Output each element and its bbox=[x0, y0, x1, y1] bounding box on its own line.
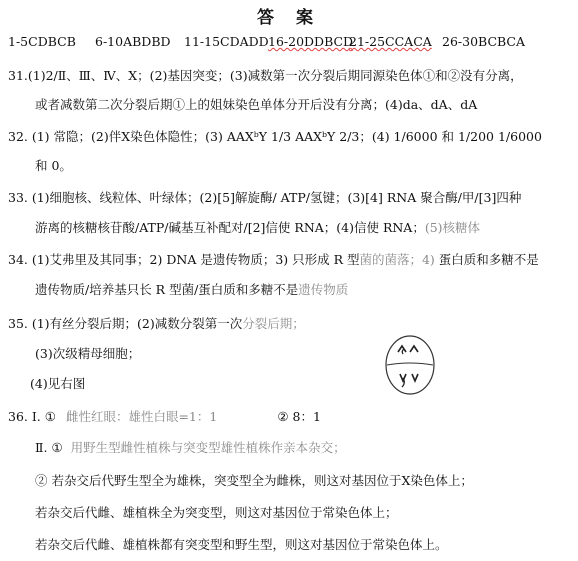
mc-group-4: 16-20DDBCD bbox=[268, 34, 354, 49]
mc-group-2: 6-10ABDBD bbox=[95, 34, 171, 49]
q35-line-1-main: 35. (1)有丝分裂后期；(2)减数分裂第一次 bbox=[8, 316, 243, 331]
q36-part2-line-2: ② 若杂交后代野生型全为雄株，突变型全为雌株，则这对基因位于X染色体上； bbox=[35, 473, 473, 488]
q34-line-1-gray: 菌的菌落；4) bbox=[359, 252, 435, 267]
q33-line-1: 33. (1)细胞核、线粒体、叶绿体；(2)[5]解旋酶/ ATP/氢键；(3)[4] RNA 聚合酶/甲/[3]四种 bbox=[8, 190, 522, 205]
q36-part2-label: Ⅱ. ① bbox=[35, 440, 63, 455]
q31-line-1: 31.(1)2/Ⅱ、Ⅲ、Ⅳ、X；(2)基因突变；(3)减数第一次分裂后期同源染色体①和②没有分离， bbox=[8, 68, 523, 83]
q33-line-2-main: 游离的核糖核苷酸/ATP/碱基互补配对/[2]信使 RNA；(4)信使 RNA； bbox=[35, 220, 425, 235]
q34-line-2-main: 遗传物质/培养基只长 R 型菌/蛋白质和多糖不是 bbox=[35, 282, 299, 297]
q34-line-1-end: 蛋白质和多糖不是 bbox=[434, 252, 539, 267]
q34-line-1-main: 34. (1)艾弗里及其同事；2) DNA 是遗传物质；3) 只形成 R 型 bbox=[8, 252, 360, 267]
q36-part2-line-1 bbox=[35, 440, 346, 456]
q33-line-2-end: (5)核糖体 bbox=[424, 220, 481, 235]
mc-group-5: 21-25CCACA bbox=[349, 34, 432, 49]
q35-line-1 bbox=[8, 316, 305, 332]
q36-part1 bbox=[8, 409, 321, 425]
page-title: 答 案 bbox=[257, 8, 321, 28]
q36-part1-label: 36. Ⅰ. ① bbox=[8, 409, 56, 424]
q36-part1-ratio-2: ② 8：1 bbox=[277, 409, 321, 424]
q33-line-2 bbox=[35, 220, 480, 236]
mc-group-3: 11-15CDADD bbox=[184, 34, 269, 49]
q34-line-2-gray: 遗传物质 bbox=[298, 282, 349, 297]
q35-line-3: (4)见右图 bbox=[30, 376, 86, 391]
q32-line-1: 32. (1) 常隐；(2)伴X染色体隐性；(3) AAXᵇY 1/3 AAXᵇY 2/3；(4) 1/6000 和 1/200 1/6000 bbox=[8, 129, 542, 144]
q36-part2-line-3: 若杂交后代雌、雄植株全为突变型，则这对基因位于常染色体上； bbox=[35, 505, 398, 520]
cell-division-diagram bbox=[383, 334, 437, 396]
q36-part2-line-4: 若杂交后代雌、雄植株都有突变型和野生型，则这对基因位于常染色体上。 bbox=[35, 537, 448, 552]
mc-group-1: 1-5CDBCB bbox=[8, 34, 76, 49]
mc-group-6: 26-30BCBCA bbox=[442, 34, 526, 49]
q32-line-2: 和 0。 bbox=[35, 158, 72, 173]
q35-line-2: (3)次级精母细胞； bbox=[35, 346, 141, 361]
q35-line-1-gray: 分裂后期； bbox=[242, 316, 305, 331]
q31-line-2: 或者减数第二次分裂后期①上的姐妹染色单体分开后没有分离；(4)da、dA、dA bbox=[35, 97, 478, 112]
q34-line-2 bbox=[35, 282, 348, 298]
q34-line-1 bbox=[8, 252, 539, 268]
q36-part1-ratio: 雌性红眼：雄性白眼=1：1 bbox=[65, 409, 218, 424]
q36-part2-method: 用野生型雌性植株与突变型雄性植株作亲本杂交； bbox=[70, 440, 346, 455]
